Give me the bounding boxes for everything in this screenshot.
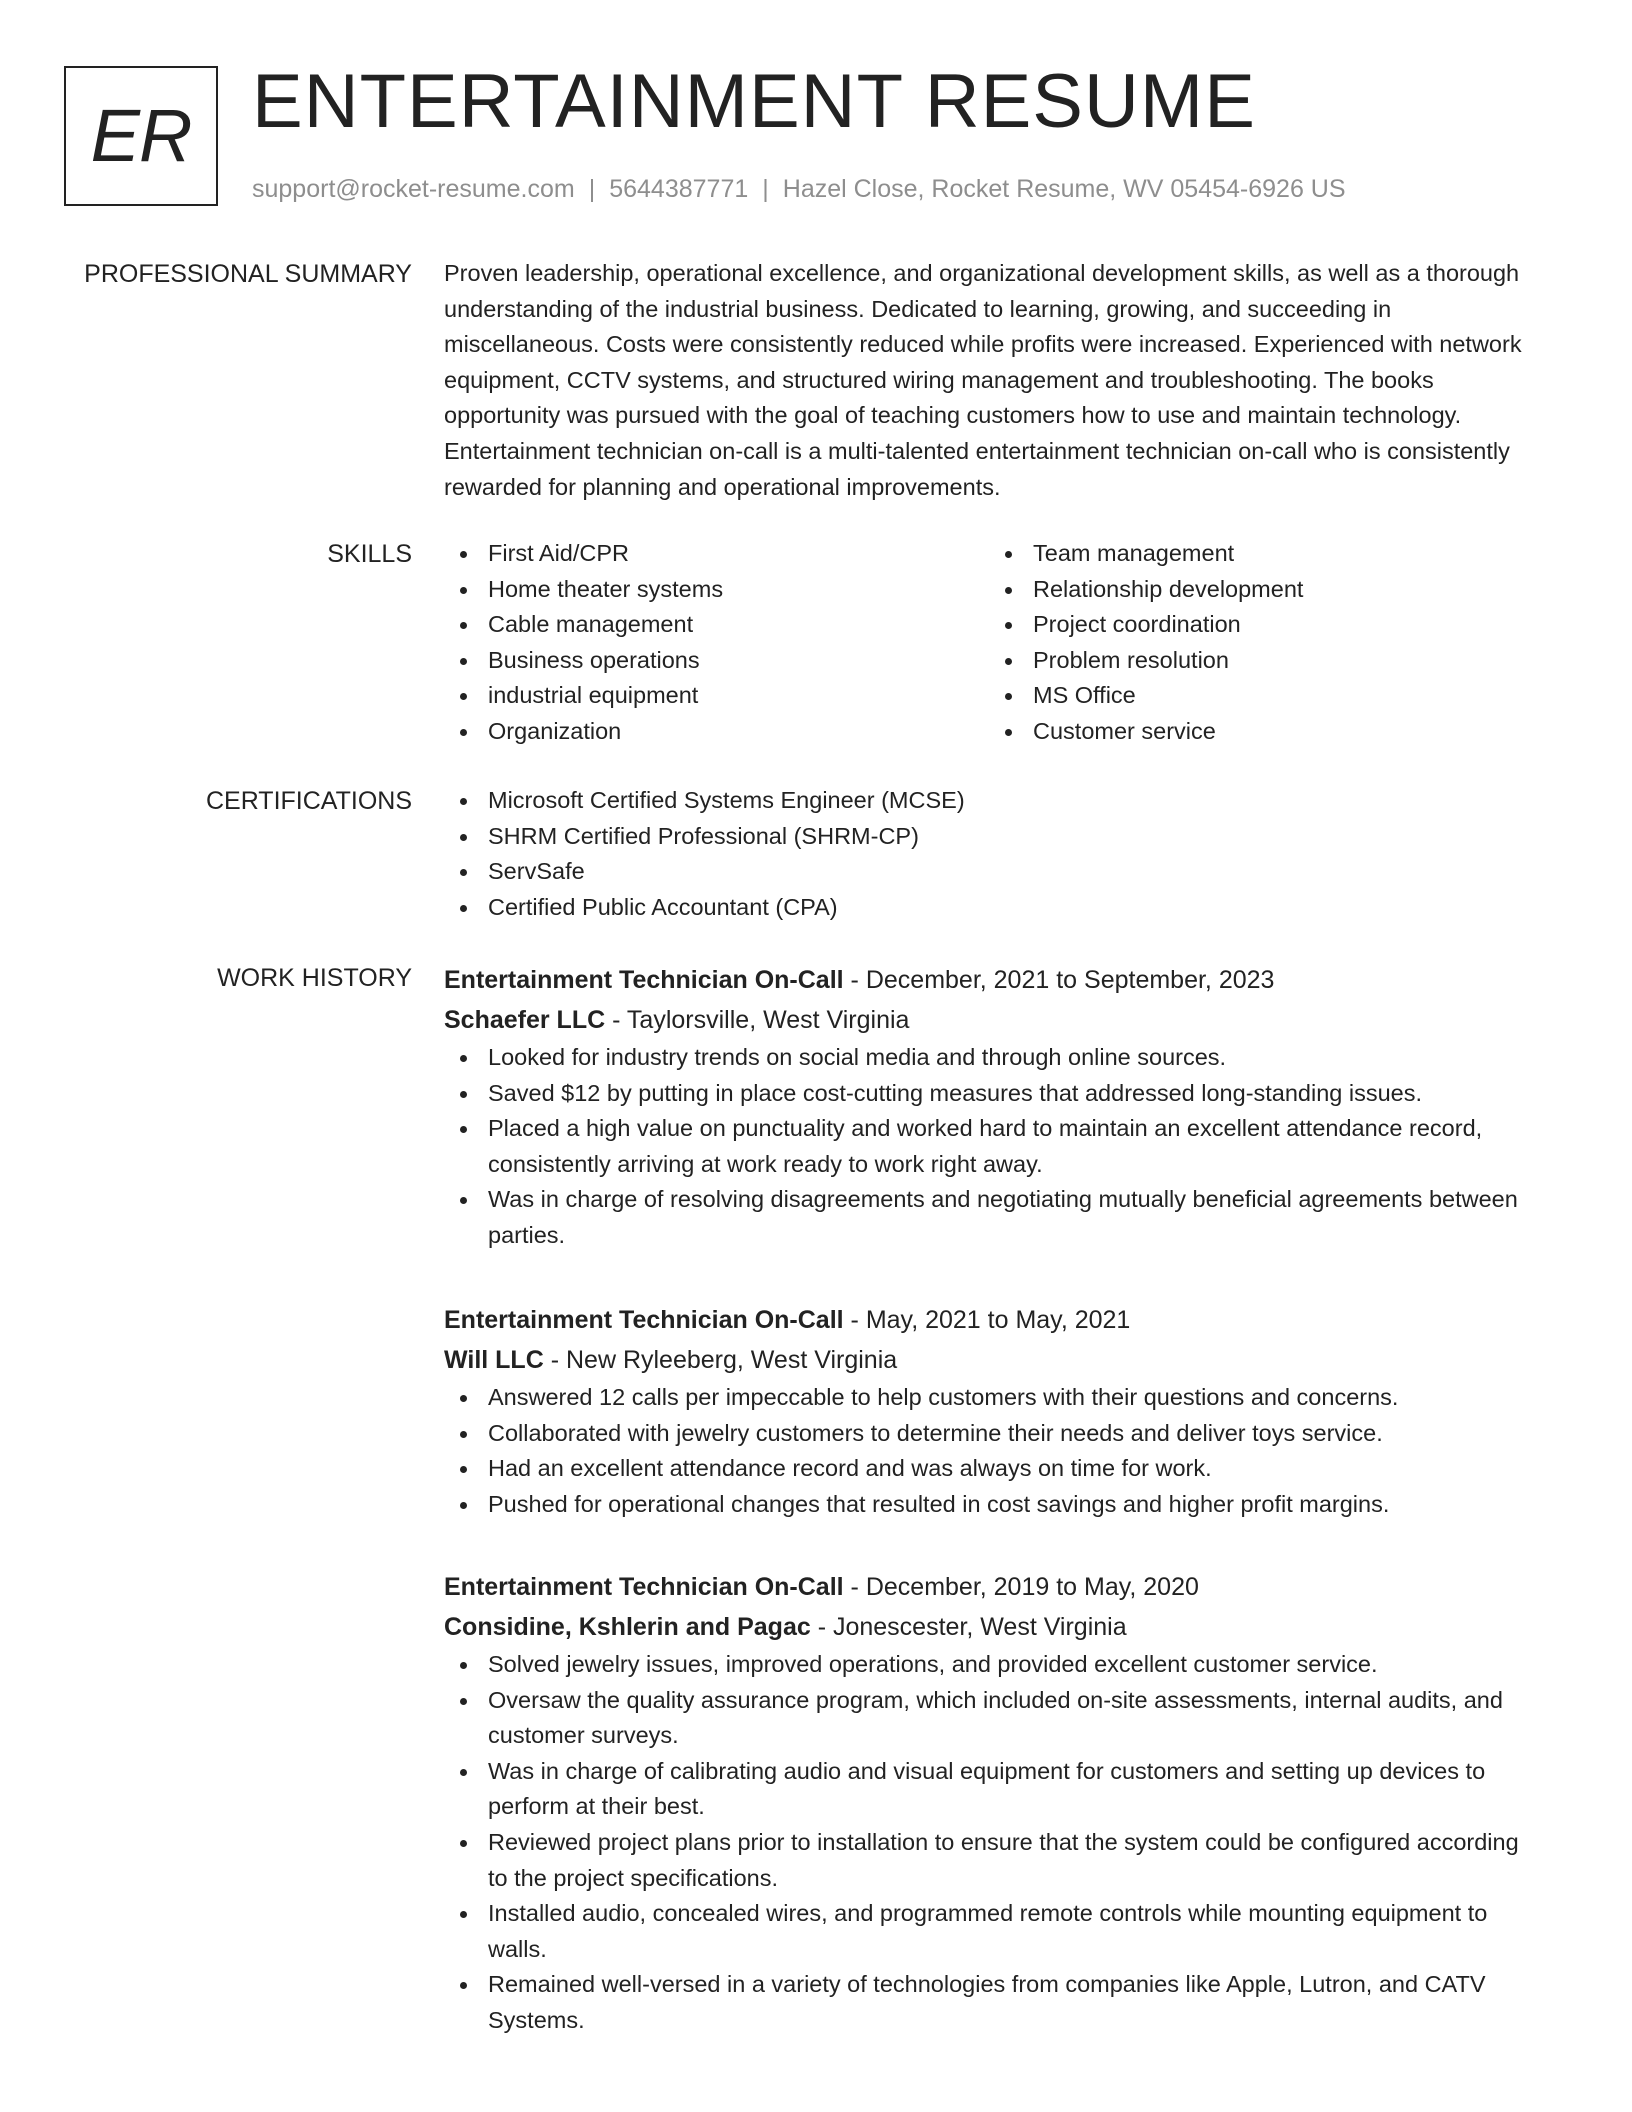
- skill-item: Relationship development: [989, 572, 1534, 608]
- skill-item: First Aid/CPR: [444, 536, 989, 572]
- job-bullets: [444, 1380, 1544, 1522]
- skills-body: [444, 536, 1544, 750]
- summary-text: Proven leadership, operational excellence, and organizational development skills, as well as a thorough understanding of the industrial business. Dedicated to learning, growing, and succeeding in miscellaneous. Costs were consistently reduced while profits were increased. Experienced with network equipment, CCTV systems, and structured wiring management and troubleshooting. The books opportunity was pursued with the goal of teaching customers how to use and maintain technology. Entertainment technician on-call is a multi-talented entertainment technician on-call who is consistently rewarded for planning and operational improvements.: [444, 260, 1522, 500]
- certification-item: Microsoft Certified Systems Engineer (MCSE): [444, 783, 1544, 819]
- skill-item: Organization: [444, 714, 989, 750]
- monogram-badge: [64, 66, 218, 206]
- job-company-line: [444, 1000, 1544, 1040]
- job-title: Entertainment Technician On-Call: [444, 1306, 844, 1334]
- job-location: - Jonescester, West Virginia: [810, 1613, 1127, 1641]
- job-company: Will LLC: [444, 1346, 544, 1374]
- job-company: Considine, Kshlerin and Pagac: [444, 1613, 811, 1641]
- job-bullets: [444, 1647, 1544, 2039]
- job-dates: - May, 2021 to May, 2021: [843, 1306, 1131, 1334]
- skill-item: Problem resolution: [989, 643, 1534, 679]
- job-dates: - December, 2019 to May, 2020: [843, 1573, 1199, 1601]
- certifications-list: [444, 783, 1544, 925]
- job-bullets: [444, 1040, 1544, 1254]
- job-company-line: [444, 1607, 1544, 1647]
- job-bullet-item: Remained well-versed in a variety of technologies from companies like Apple, Lutron, and CATV Systems.: [444, 1967, 1544, 2038]
- certifications-body: [444, 783, 1544, 925]
- job-bullet-item: Placed a high value on punctuality and worked hard to maintain an excellent attendance record, consistently arriving at work ready to work right away.: [444, 1111, 1544, 1182]
- skill-item: Home theater systems: [444, 572, 989, 608]
- job-bullet-item: Answered 12 calls per impeccable to help customers with their questions and concerns.: [444, 1380, 1544, 1416]
- skills-column-left: [444, 536, 989, 750]
- job-dates: - December, 2021 to September, 2023: [843, 966, 1275, 994]
- summary-body: [444, 256, 1544, 505]
- job-location: - Taylorsville, West Virginia: [605, 1006, 910, 1034]
- job-bullet-item: Looked for industry trends on social media and through online sources.: [444, 1040, 1544, 1076]
- resume-title: ENTERTAINMENT RESUME: [252, 59, 1256, 144]
- contact-address: Hazel Close, Rocket Resume, WV 05454-6926 US: [782, 175, 1346, 203]
- job-bullet-item: Collaborated with jewelry customers to determine their needs and deliver toys service.: [444, 1416, 1544, 1452]
- skill-item: industrial equipment: [444, 678, 989, 714]
- skill-item: MS Office: [989, 678, 1534, 714]
- job-bullet-item: Had an excellent attendance record and was always on time for work.: [444, 1451, 1544, 1487]
- job-title-line: [444, 1300, 1544, 1340]
- certifications-heading: CERTIFICATIONS: [205, 787, 412, 815]
- skill-item: Team management: [989, 536, 1534, 572]
- summary-heading: PROFESSIONAL SUMMARY: [84, 260, 412, 288]
- skills-grid: [444, 536, 1544, 750]
- job-bullet-item: Reviewed project plans prior to installation to ensure that the system could be configured according to the project specifications.: [444, 1825, 1544, 1896]
- skill-item: Project coordination: [989, 607, 1534, 643]
- job-location: - New Ryleeberg, West Virginia: [543, 1346, 898, 1374]
- job-bullet-item: Pushed for operational changes that resulted in cost savings and higher profit margins.: [444, 1487, 1544, 1523]
- job-title: Entertainment Technician On-Call: [444, 966, 844, 994]
- contact-separator: |: [762, 175, 769, 203]
- contact-phone: 5644387771: [609, 175, 749, 203]
- job-bullet-item: Was in charge of resolving disagreements and negotiating mutually beneficial agreements between parties.: [444, 1182, 1544, 1253]
- job-bullet-item: Oversaw the quality assurance program, which included on-site assessments, internal audits, and customer surveys.: [444, 1683, 1544, 1754]
- certification-item: SHRM Certified Professional (SHRM-CP): [444, 819, 1544, 855]
- skills-heading: SKILLS: [327, 540, 412, 568]
- monogram-text: ER: [90, 93, 192, 177]
- job-company: Schaefer LLC: [444, 1006, 606, 1034]
- job-bullet-item: Saved $12 by putting in place cost-cutting measures that addressed long-standing issues.: [444, 1076, 1544, 1112]
- job-bullet-item: Was in charge of calibrating audio and visual equipment for customers and setting up devices to perform at their best.: [444, 1754, 1544, 1825]
- job-entry: [444, 1567, 1544, 2039]
- skills-column-right: [989, 536, 1534, 750]
- skill-item: Customer service: [989, 714, 1534, 750]
- job-bullet-item: Solved jewelry issues, improved operations, and provided excellent customer service.: [444, 1647, 1544, 1683]
- certification-item: ServSafe: [444, 854, 1544, 890]
- job-company-line: [444, 1340, 1544, 1380]
- skill-item: Cable management: [444, 607, 989, 643]
- work-history-heading: WORK HISTORY: [217, 964, 412, 992]
- contact-line: [252, 172, 1346, 206]
- job-entry: [444, 1300, 1544, 1522]
- contact-email: support@rocket-resume.com: [252, 175, 575, 203]
- contact-separator: |: [588, 175, 596, 203]
- job-entry: [444, 960, 1544, 1254]
- job-bullet-item: Installed audio, concealed wires, and programmed remote controls while mounting equipment to walls.: [444, 1896, 1544, 1967]
- certification-item: Certified Public Accountant (CPA): [444, 890, 1544, 926]
- job-title: Entertainment Technician On-Call: [444, 1573, 844, 1601]
- skill-item: Business operations: [444, 643, 989, 679]
- job-title-line: [444, 960, 1544, 1000]
- job-title-line: [444, 1567, 1544, 1607]
